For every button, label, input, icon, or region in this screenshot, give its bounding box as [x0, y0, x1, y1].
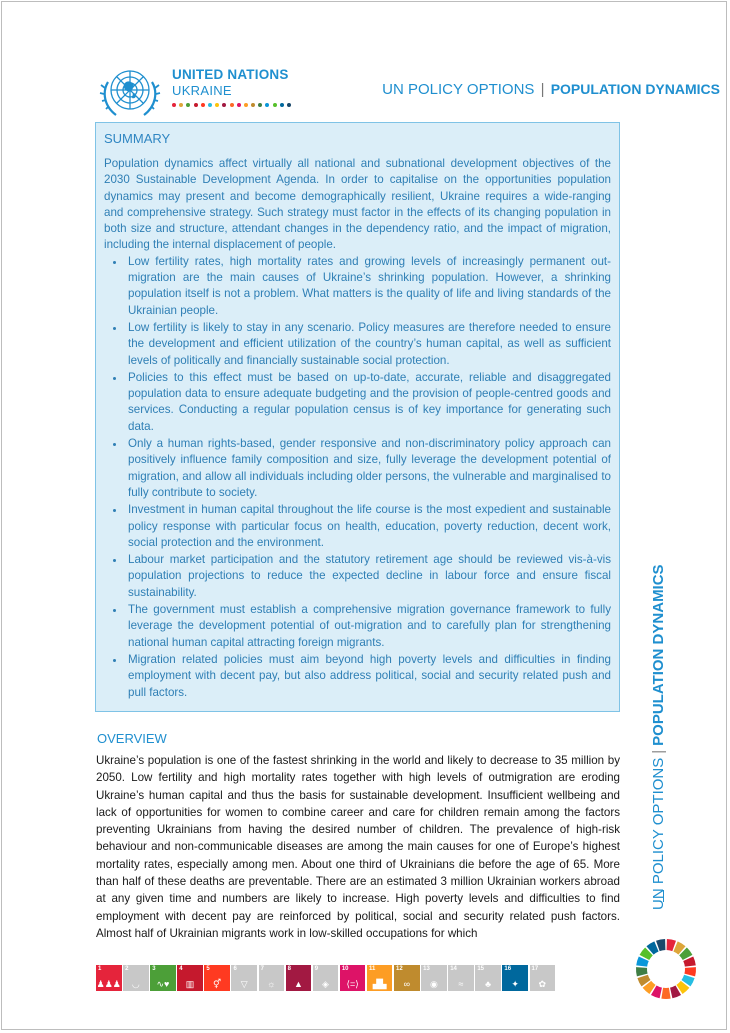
sdg-goal-tile [177, 965, 203, 991]
sdg-goal-tile [231, 965, 257, 991]
brand-dot [172, 103, 176, 107]
sdg-goal-number: 16 [504, 966, 512, 972]
sdg-goal-number: 9 [314, 966, 319, 972]
brand-dot [287, 103, 291, 107]
summary-heading: SUMMARY [104, 131, 171, 146]
sdg-goal-number: 10 [341, 966, 349, 972]
eye-icon: ◉ [429, 978, 438, 989]
sdg-goal-tile [421, 965, 447, 991]
brand-dot [201, 103, 205, 107]
sdg-goal-tile [204, 965, 230, 991]
brand-dot [280, 103, 284, 107]
sdg-wheel-segment [661, 988, 670, 999]
sdg-goal-number: 17 [531, 966, 539, 972]
sdg-goal-tile [475, 965, 501, 991]
brand-subtitle: UKRAINE [172, 83, 232, 98]
brand-dot [237, 103, 241, 107]
brand-dot [273, 103, 277, 107]
tree-icon: ♣ [485, 978, 492, 989]
sdg-goal-number: 15 [477, 966, 484, 972]
brand-dot [230, 103, 234, 107]
city-icon: ▟▙ [372, 978, 387, 989]
sdg-wheel-segment [636, 967, 648, 976]
brand-dot [208, 103, 212, 107]
sdg-goal-number: 13 [423, 966, 430, 972]
sdg-goal-tile [394, 965, 420, 991]
infinity-icon: ∞ [403, 978, 410, 989]
sdg-goal-number: 8 [287, 966, 291, 972]
summary-bullet: • Investment in human capital throughout the life course is the most expedient and sustainable policy response with particular focus on health, education, poverty reduction, decent work, social protection and the environment. [126, 502, 611, 551]
sdg-goal-number: 11 [368, 966, 376, 972]
summary-bullet: • Low fertility rates, high mortality rates and growing levels of increasingly permanent out-migration are the main causes of Ukraine’s shrinking population. However, a shrinking population itself is not a problem. What matters is the quality of life and living standards of the Ukrainian people. [126, 254, 611, 319]
summary-bullet: • Migration related policies must aim beyond high poverty levels and difficulties in finding employment with decent pay, but also address political, social and security related push and pull factors. [126, 652, 611, 701]
bowl-icon: ◡ [131, 978, 140, 989]
growth-icon: ▲ [293, 978, 303, 989]
brand-color-dots [172, 103, 291, 107]
sdg-goal-number: 3 [152, 966, 156, 972]
sdg-goal-tile [259, 965, 285, 991]
header-title-main: POPULATION DYNAMICS [550, 81, 720, 97]
summary-bullet: • The government must establish a comprehensive migration governance framework to fully leverage the development potential of out-migration and to carefully plan for strengthening national human capital attracting foreign migrants. [126, 602, 611, 651]
brand-dot [244, 103, 248, 107]
sdg-goal-number: 2 [125, 966, 129, 972]
summary-bullet: • Low fertility is likely to stay in any scenario. Policy measures are therefore needed to ensure the development and efficient utilization of the country’s human capital, as well as sufficient levels of politically and financially sustainable social protection. [126, 320, 611, 369]
sdg-goal-number: 4 [179, 966, 183, 972]
header-separator: | [540, 81, 545, 98]
summary-bullet-list [104, 254, 611, 701]
book-icon: ▥ [185, 978, 195, 989]
sdg-goal-number: 5 [206, 966, 210, 972]
sdg-goal-tile [123, 965, 149, 991]
sdg-goal-tile [150, 965, 176, 991]
brand-dot [194, 103, 198, 107]
water-icon: ▽ [240, 978, 248, 989]
brand-dot [179, 103, 183, 107]
summary-intro: Population dynamics affect virtually all national and subnational development objectives of the 2030 Sustainable Development Agenda. In order to capitalise on the opportunities population dynamics may present and become demographically resilient, Ukraine requires a wide-ranging and comprehensive strategy. Such strategy must factor in the effects of its changing population in both size and structure, attendant changes in the dependency ratio, and the impact of migration, including the internal displacement of people. [104, 157, 611, 252]
summary-box [95, 122, 620, 712]
sdg-goal-number: 12 [396, 966, 403, 972]
sdg-goal-tile [340, 965, 366, 991]
side-title-main: POPULATION DYNAMICS [650, 564, 667, 746]
brand-dot [258, 103, 262, 107]
fish-icon: ≈ [458, 978, 464, 989]
gender-icon: ⚥ [213, 978, 222, 989]
sdg-goal-number: 14 [450, 966, 457, 972]
side-vertical-title [650, 564, 667, 910]
brand-title: UNITED NATIONS [172, 67, 289, 82]
sun-icon: ☼ [267, 978, 276, 989]
summary-bullet: • Labour market participation and the statutory retirement age should be reviewed vis-à-vis population projections to reduce the expected decline in labour force and ensure fiscal sustainability. [126, 552, 611, 601]
sdg-goal-tile [367, 965, 393, 991]
brand-dot [265, 103, 269, 107]
overview-text: Ukraine’s population is one of the fastest shrinking in the world and likely to decrease to 35 million by 2050. Low fertility and high mortality rates together with high levels of outmigration are eroding Ukraine’s human capital and thus the basis for sustainable development. Insufficient wellbeing and lack of opportunities for women to combine career and care for children remain among the factors preventing Ukrainians from having the desired number of children. The prevalence of high-risk behaviour and non-communicable diseases are among the main causes for one of Europe’s highest mortality rates, especially among men. About one third of Ukrainians die before the age of 65. More than half of these deaths are preventable. There are an estimated 3 million Ukrainian workers abroad at any given time and numbers are likely to increase. High poverty levels and difficulties to find employment with decent pay are reinforced by political, social and security related push factors. Almost half of Ukrainian migrants work in low-skilled occupations for which [96, 754, 620, 940]
equality-icon: ⟨=⟩ [346, 978, 359, 989]
sdg-goal-tile [502, 965, 528, 991]
sdg-wheel-icon [634, 937, 698, 1001]
side-title-separator: | [650, 749, 667, 754]
flower-icon: ✿ [538, 978, 547, 989]
header-title-prefix: UN POLICY OPTIONS [382, 81, 535, 98]
page-header-title [382, 81, 720, 98]
family-icon: ♟♟♟ [96, 978, 121, 989]
sdg-goal-tile [96, 965, 122, 991]
sdg-wheel-segment [684, 967, 696, 976]
brand-dot [215, 103, 219, 107]
sdg-goal-tile [313, 965, 339, 991]
sdg-goals-strip [96, 965, 555, 991]
heartbeat-icon: ∿♥ [156, 978, 170, 989]
sdg-goal-tile [286, 965, 312, 991]
sdg-goal-number: 1 [98, 966, 102, 972]
cubes-icon: ◈ [322, 978, 329, 989]
overview-heading: OVERVIEW [97, 731, 167, 746]
side-title-prefix: UN POLICY OPTIONS [650, 757, 667, 910]
brand-dot [222, 103, 226, 107]
dove-icon: ✦ [511, 978, 519, 989]
sdg-goal-number: 7 [260, 966, 264, 972]
summary-bullet: • Only a human rights-based, gender responsive and non-discriminatory policy approach can positively influence family composition and size, fully leverage the development potential of migration, and allow all individuals including older persons, the vulnerable and marginalised to fully contribute to society. [126, 436, 611, 501]
sdg-goal-tile [448, 965, 474, 991]
brand-dot [186, 103, 190, 107]
sdg-goal-number: 6 [233, 966, 237, 972]
un-emblem-logo [98, 60, 162, 124]
sdg-goal-tile [530, 965, 556, 991]
summary-bullet: • Policies to this effect must be based on up-to-date, accurate, reliable and disaggregated population data to ensure adequate budgeting and the provision of people-centred goods and services. Conducting a regular population census is of key importance for generating such data. [126, 370, 611, 435]
brand-dot [251, 103, 255, 107]
